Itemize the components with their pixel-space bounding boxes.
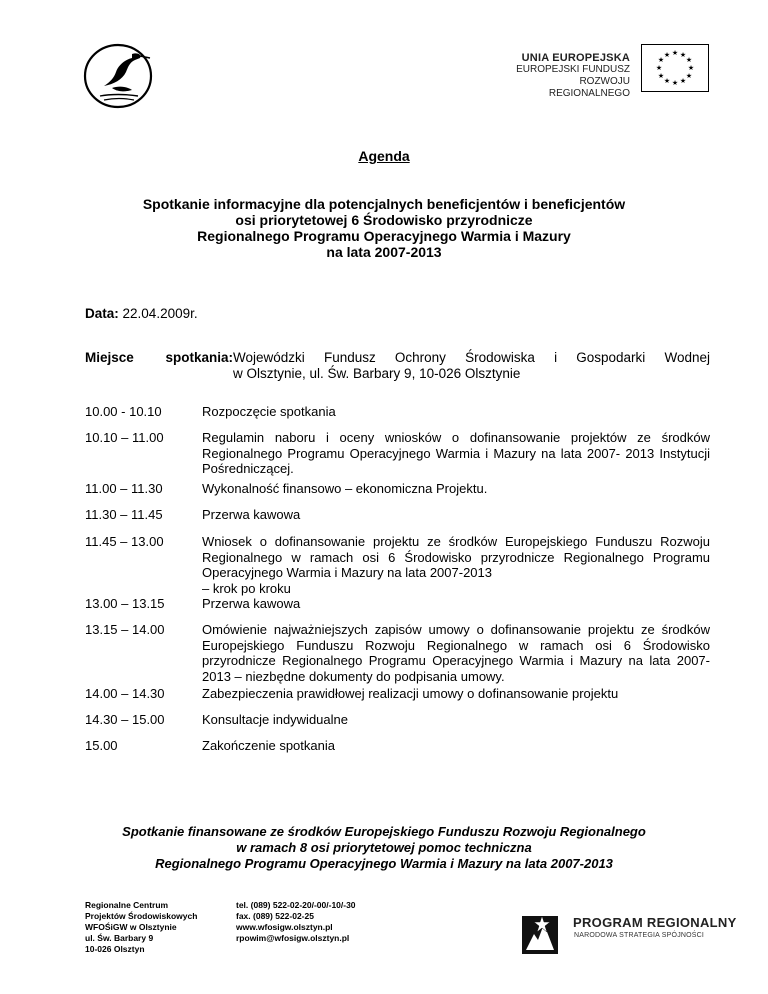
address-line: WFOŚiGW w Olsztynie	[85, 922, 177, 932]
contact-phone: tel. (089) 522-02-20/-00/-10/-30	[236, 900, 356, 910]
schedule-desc	[202, 534, 710, 596]
eu-label-line1: UNIA EUROPEJSKA	[521, 52, 630, 64]
contact-fax: fax. (089) 522-02-25	[236, 911, 314, 921]
svg-text:★: ★	[657, 72, 665, 80]
contact-email: rpowim@wfosigw.olsztyn.pl	[236, 933, 350, 943]
schedule-time: 11.00 – 11.30	[85, 481, 163, 496]
svg-text:★: ★	[655, 64, 663, 72]
schedule-time: 15.00	[85, 738, 118, 753]
svg-text:★: ★	[663, 51, 671, 59]
svg-text:★: ★	[657, 56, 665, 64]
place-line2: w Olsztynie, ul. Św. Barbary 9, 10-026 Olsztynie	[233, 366, 521, 381]
subtitle-line: Spotkanie informacyjne dla potencjalnych beneficjentów i beneficjentów	[142, 196, 626, 212]
meeting-subtitle	[0, 196, 768, 260]
svg-text:★: ★	[679, 51, 687, 59]
subtitle-line: Regionalnego Programu Operacyjnego Warmia i Mazury	[197, 228, 571, 244]
address-line: 10-026 Olsztyn	[85, 944, 145, 954]
address-line: Projektów Środowiskowych	[85, 911, 198, 921]
schedule-desc: Zakończenie spotkania	[202, 738, 335, 753]
schedule-time: 13.15 – 14.00	[85, 622, 165, 637]
schedule-desc: Konsultacje indywidualne	[202, 712, 348, 727]
funding-note-line: Spotkanie finansowane ze środków Europejskiego Funduszu Rozwoju Regionalnego	[122, 824, 646, 839]
svg-text:★: ★	[687, 64, 695, 72]
svg-text:★: ★	[671, 49, 679, 57]
schedule-time: 10.10 – 11.00	[85, 430, 164, 445]
funding-note-line: Regionalnego Programu Operacyjnego Warmia i Mazury na lata 2007-2013	[155, 856, 613, 871]
address-line: ul. Św. Barbary 9	[85, 933, 154, 943]
schedule-time: 13.00 – 13.15	[85, 596, 165, 611]
svg-text:★: ★	[685, 56, 693, 64]
schedule-time: 14.30 – 15.00	[85, 712, 165, 727]
schedule-time: 14.00 – 14.30	[85, 686, 165, 701]
schedule-time: 11.30 – 11.45	[85, 507, 163, 522]
place-value	[233, 350, 710, 382]
eu-label	[500, 52, 630, 100]
schedule-desc: Przerwa kawowa	[202, 507, 301, 522]
schedule-desc-extra: – krok po kroku	[202, 580, 291, 596]
svg-text:★: ★	[671, 79, 679, 87]
place-line1: Wojewódzki Fundusz Ochrony Środowiska i Gospodarki Wodnej	[233, 350, 710, 365]
date-line	[85, 306, 198, 321]
schedule-desc: Regulamin naboru i oceny wniosków o dofinansowanie projektów ze środków Regionalnego Programu Operacyjnego Warmia i Mazury na lata 2007- 2013 Instytucji Pośredniczącej.	[202, 430, 710, 476]
schedule-desc: Zabezpieczenia prawidłowej realizacji umowy o dofinansowanie projektu	[202, 686, 619, 701]
date-label: Data:	[85, 306, 119, 321]
address-line: Regionalne Centrum	[85, 900, 169, 910]
contact-website: www.wfosigw.olsztyn.pl	[236, 922, 333, 932]
svg-text:★: ★	[663, 77, 671, 85]
eu-label-line2: EUROPEJSKI FUNDUSZ	[516, 64, 630, 75]
subtitle-line: osi priorytetowej 6 Środowisko przyrodnicze	[235, 212, 533, 228]
funding-note	[0, 824, 768, 872]
schedule-desc: Przerwa kawowa	[202, 596, 301, 611]
heron-logo	[80, 40, 158, 110]
schedule-desc: Rozpoczęcie spotkania	[202, 404, 336, 419]
schedule-time: 11.45 – 13.00	[85, 534, 164, 549]
address-block	[85, 900, 197, 955]
eu-label-line3: ROZWOJU REGIONALNEGO	[548, 76, 630, 99]
subtitle-line: na lata 2007-2013	[326, 244, 442, 260]
page-title: Agenda	[358, 148, 410, 164]
schedule-time: 10.00 - 10.10	[85, 404, 162, 419]
svg-text:★: ★	[679, 77, 687, 85]
funding-note-line: w ramach 8 osi priorytetowej pomoc techniczna	[236, 840, 532, 855]
schedule-desc-main: Wniosek o dofinansowanie projektu ze środków Europejskiego Funduszu Rozwoju Regionalnego w ramach osi 6 Środowisko przyrodnicze Regionalnego Programu Operacyjnego Warmia i Mazury na lata 2007-2013	[202, 534, 710, 580]
eu-flag-icon	[641, 44, 709, 92]
schedule-desc: Omówienie najważniejszych zapisów umowy o dofinansowanie projektu ze środków Europejskiego Funduszu Rozwoju Regionalnego w ramach osi 6 Środowisko przyrodnicze Regionalnego Programu Operacyjnego Warmia i Mazury na lata 2007-2013 – niezbędne dokumenty do podpisania umowy.	[202, 622, 710, 684]
place-label: Miejsce spotkania:	[85, 350, 234, 365]
program-logo-subtitle: NARODOWA STRATEGIA SPÓJNOŚCI	[574, 932, 705, 939]
date-value: 22.04.2009r.	[122, 306, 198, 321]
contact-block	[236, 900, 356, 944]
program-logo-title: PROGRAM REGIONALNY	[573, 915, 737, 930]
svg-text:★: ★	[685, 72, 693, 80]
schedule-desc: Wykonalność finansowo – ekonomiczna Projektu.	[202, 481, 488, 496]
